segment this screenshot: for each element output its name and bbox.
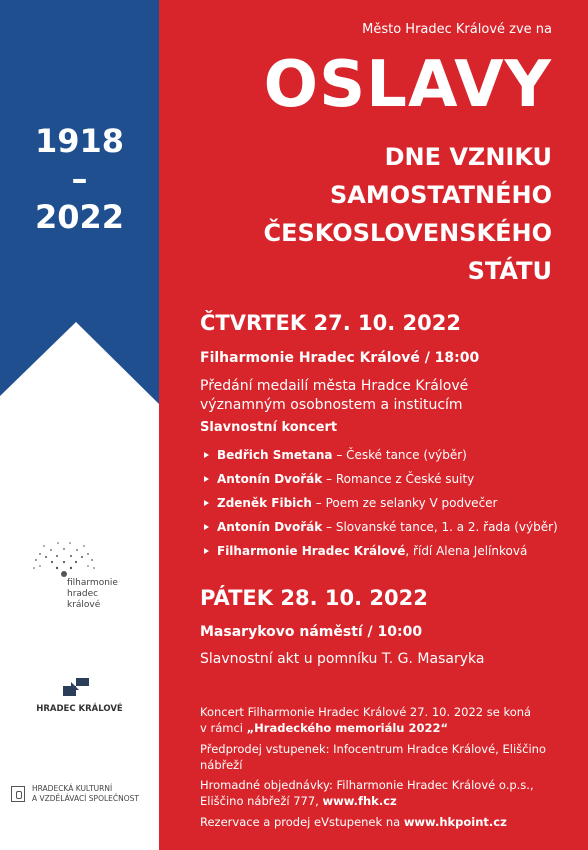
- reservation-info: [200, 814, 560, 830]
- year-end: 2022: [34, 198, 125, 236]
- main-title: OSLAVY: [263, 48, 552, 122]
- program-work: – České tance (výběr): [332, 448, 467, 462]
- filharmonie-logo: [30, 538, 120, 618]
- program-item: [204, 446, 558, 470]
- memorial-name: „Hradeckého memoriálu 2022“: [246, 721, 449, 735]
- subtitle-line: SAMOSTATNÉHO: [330, 181, 552, 209]
- program-item: [204, 518, 558, 542]
- group-orders-prefix: Eliščino nábřeží 777,: [200, 794, 323, 808]
- right-red-panel: [159, 0, 588, 850]
- year-start: 1918: [34, 122, 125, 160]
- award-text: [200, 377, 468, 415]
- fhk-link[interactable]: www.fhk.cz: [322, 794, 397, 808]
- program-item: [204, 470, 558, 494]
- year-dash: –: [71, 160, 88, 198]
- bullet-triangle-icon: [204, 524, 209, 530]
- thursday-date: ČTVRTEK 27. 10. 2022: [200, 311, 461, 335]
- filharmonie-logo-line1: filharmonie: [67, 578, 118, 588]
- program-composer: Antonín Dvořák: [217, 520, 323, 534]
- program-item: [204, 542, 558, 566]
- program-work: – Romance z České suity: [322, 472, 475, 486]
- subtitle-line: STÁTU: [467, 257, 552, 285]
- presale-line: nábřeží: [200, 758, 243, 772]
- reservation-prefix: Rezervace a prodej eVstupenek na: [200, 815, 404, 829]
- concert-info-line: Koncert Filharmonie Hradec Králové 27. 10. 2022 se koná: [200, 705, 532, 719]
- presale-info: [200, 741, 560, 773]
- thursday-venue: Filharmonie Hradec Králové / 18:00: [200, 350, 480, 366]
- program-composer: Bedřich Smetana: [217, 448, 333, 462]
- friday-event: Slavnostní akt u pomníku T. G. Masaryka: [200, 651, 485, 667]
- program-composer: Filharmonie Hradec Králové: [217, 544, 406, 558]
- award-line: Předání medailí města Hradce Králové: [200, 378, 469, 394]
- concert-info: [200, 704, 560, 736]
- hks-logo-line2: A VZDĚLÁVACÍ SPOLEČNOST: [32, 794, 139, 803]
- presale-line: Předprodej vstupenek: Infocentrum Hradce Králové, Eliščino: [200, 742, 546, 756]
- program-work: , řídí Alena Jelínková: [405, 544, 528, 558]
- program-item: [204, 494, 558, 518]
- concert-info-line: [200, 720, 560, 736]
- concert-info-prefix: v rámci: [200, 721, 247, 735]
- bullet-triangle-icon: [204, 452, 209, 458]
- bullet-triangle-icon: [204, 548, 209, 554]
- program-composer: Antonín Dvořák: [217, 472, 323, 486]
- concert-program: [204, 446, 558, 566]
- group-orders-line: Hromadné objednávky: Filharmonie Hradec Králové o.p.s.,: [200, 778, 534, 792]
- hks-logo: [11, 784, 156, 808]
- filharmonie-logo-line3: králové: [67, 600, 101, 610]
- subtitle-line: ČESKOSLOVENSKÉHO: [263, 219, 552, 247]
- bullet-triangle-icon: [204, 476, 209, 482]
- city-logo-text: HRADEC KRÁLOVÉ: [36, 704, 123, 714]
- award-line: významným osobnostem a institucím: [200, 397, 463, 413]
- hks-logo-line1: HRADECKÁ KULTURNÍ: [32, 784, 113, 793]
- city-emblem-icon: [61, 676, 91, 700]
- city-logo: [0, 676, 159, 716]
- program-work: – Slovanské tance, 1. a 2. řada (výběr): [322, 520, 558, 534]
- bullet-triangle-icon: [204, 500, 209, 506]
- hks-logo-icon: [11, 786, 25, 802]
- subtitle: [263, 138, 552, 290]
- invite-text: Město Hradec Králové zve na: [362, 22, 552, 37]
- friday-venue: Masarykovo náměstí / 10:00: [200, 624, 423, 640]
- concert-title: Slavnostní koncert: [200, 420, 338, 435]
- friday-date: PÁTEK 28. 10. 2022: [200, 586, 428, 610]
- group-orders-info: [200, 777, 560, 809]
- subtitle-line: DNE VZNIKU: [384, 143, 552, 171]
- years-block: [0, 122, 159, 236]
- program-composer: Zdeněk Fibich: [217, 496, 312, 510]
- program-work: – Poem ze selanky V podvečer: [311, 496, 498, 510]
- filharmonie-logo-line2: hradec: [67, 589, 99, 599]
- group-orders-line: [200, 793, 560, 809]
- hkpoint-link[interactable]: www.hkpoint.cz: [403, 815, 507, 829]
